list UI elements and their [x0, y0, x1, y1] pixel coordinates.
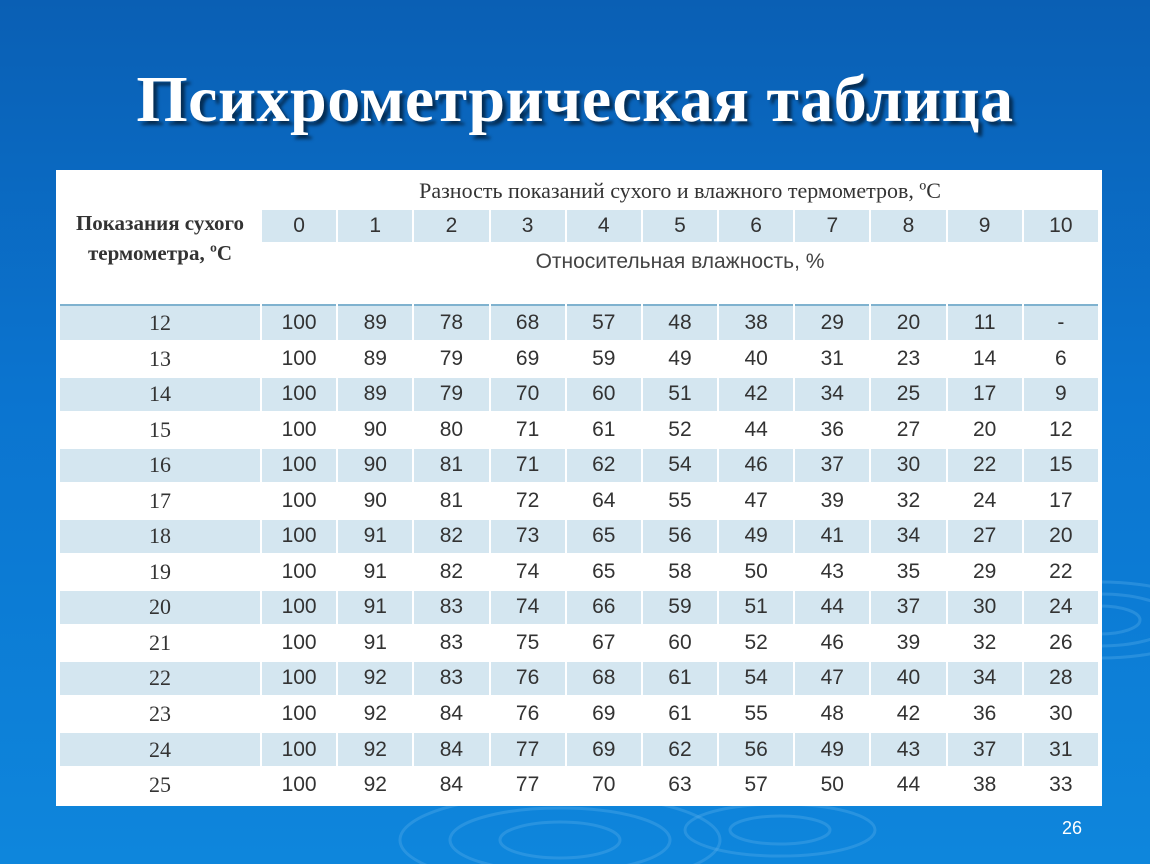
humidity-cell: 41 [795, 520, 869, 554]
humidity-cell: 20 [948, 413, 1022, 447]
humidity-cell: 15 [1024, 449, 1098, 483]
humidity-cell: 60 [643, 626, 717, 660]
humidity-cell: 65 [567, 555, 641, 589]
humidity-cell: 49 [795, 733, 869, 767]
dry-temp-cell: 24 [60, 733, 260, 767]
humidity-cell: 60 [567, 378, 641, 412]
humidity-cell: 92 [338, 768, 412, 802]
humidity-cell: 48 [795, 697, 869, 731]
humidity-cell: 76 [491, 697, 565, 731]
humidity-cell: 12 [1024, 413, 1098, 447]
humidity-cell: 39 [871, 626, 945, 660]
humidity-cell: 27 [871, 413, 945, 447]
humidity-cell: 38 [948, 768, 1022, 802]
table-row [60, 304, 1098, 340]
humidity-cell: 80 [414, 413, 488, 447]
humidity-cell: 71 [491, 413, 565, 447]
humidity-cell: 89 [338, 342, 412, 376]
difference-cell: 5 [643, 210, 717, 242]
dry-temp-cell: 23 [60, 697, 260, 731]
humidity-cell: 25 [871, 378, 945, 412]
table-row [60, 520, 1098, 554]
humidity-cell: 82 [414, 555, 488, 589]
humidity-cell: 77 [491, 768, 565, 802]
dry-temp-cell: 20 [60, 591, 260, 625]
humidity-cell: 32 [948, 626, 1022, 660]
difference-header: Разность показаний сухого и влажного термометров, ºС [262, 174, 1098, 208]
table-row [60, 413, 1098, 447]
table-row [60, 662, 1098, 696]
relative-humidity-header: Относительная влажность, % [262, 244, 1098, 302]
humidity-cell: 77 [491, 733, 565, 767]
humidity-cell: 84 [414, 733, 488, 767]
humidity-cell: 34 [795, 378, 869, 412]
humidity-cell: 24 [1024, 591, 1098, 625]
difference-cell: 4 [567, 210, 641, 242]
humidity-cell: 100 [262, 413, 336, 447]
humidity-cell: 17 [948, 378, 1022, 412]
humidity-cell: 31 [1024, 733, 1098, 767]
humidity-cell: 67 [567, 626, 641, 660]
humidity-cell: 100 [262, 342, 336, 376]
dry-temp-cell: 16 [60, 449, 260, 483]
humidity-cell: 59 [567, 342, 641, 376]
dry-temp-cell: 18 [60, 520, 260, 554]
humidity-cell: 81 [414, 449, 488, 483]
humidity-cell: 26 [1024, 626, 1098, 660]
humidity-cell: 83 [414, 626, 488, 660]
humidity-cell: 43 [795, 555, 869, 589]
humidity-cell: 11 [948, 304, 1022, 340]
humidity-cell: 37 [948, 733, 1022, 767]
humidity-cell: 100 [262, 520, 336, 554]
humidity-cell: 44 [871, 768, 945, 802]
humidity-cell: 76 [491, 662, 565, 696]
humidity-cell: 23 [871, 342, 945, 376]
humidity-cell: 90 [338, 413, 412, 447]
humidity-cell: 74 [491, 591, 565, 625]
humidity-cell: 92 [338, 697, 412, 731]
dry-temp-cell: 12 [60, 304, 260, 340]
humidity-cell: 100 [262, 378, 336, 412]
humidity-cell: 63 [643, 768, 717, 802]
humidity-cell: 100 [262, 555, 336, 589]
humidity-cell: 84 [414, 768, 488, 802]
humidity-cell: 36 [948, 697, 1022, 731]
humidity-cell: 6 [1024, 342, 1098, 376]
humidity-cell: 20 [871, 304, 945, 340]
humidity-cell: 79 [414, 342, 488, 376]
humidity-cell: 56 [643, 520, 717, 554]
humidity-cell: 51 [643, 378, 717, 412]
humidity-cell: 79 [414, 378, 488, 412]
humidity-cell: 46 [795, 626, 869, 660]
humidity-cell: 69 [567, 697, 641, 731]
difference-cell: 8 [871, 210, 945, 242]
humidity-cell: 91 [338, 626, 412, 660]
humidity-cell: 44 [795, 591, 869, 625]
table-row [60, 626, 1098, 660]
humidity-cell: 69 [491, 342, 565, 376]
humidity-cell: 24 [948, 484, 1022, 518]
humidity-cell: 40 [871, 662, 945, 696]
dry-temp-cell: 14 [60, 378, 260, 412]
humidity-cell: 73 [491, 520, 565, 554]
humidity-cell: 70 [491, 378, 565, 412]
humidity-cell: 70 [567, 768, 641, 802]
humidity-cell: 92 [338, 662, 412, 696]
table-row [60, 768, 1098, 802]
humidity-cell: 30 [871, 449, 945, 483]
humidity-cell: 100 [262, 733, 336, 767]
humidity-cell: 100 [262, 449, 336, 483]
humidity-cell: 91 [338, 555, 412, 589]
humidity-cell: 72 [491, 484, 565, 518]
humidity-cell: 82 [414, 520, 488, 554]
humidity-cell: 49 [643, 342, 717, 376]
humidity-cell: 68 [567, 662, 641, 696]
humidity-cell: 34 [871, 520, 945, 554]
humidity-cell: 62 [643, 733, 717, 767]
slide-number: 26 [1061, 818, 1082, 838]
humidity-cell: 56 [719, 733, 793, 767]
humidity-cell: 50 [795, 768, 869, 802]
dry-thermometer-header: Показания сухого термометра, ºС [60, 174, 260, 302]
humidity-cell: 20 [1024, 520, 1098, 554]
humidity-cell: 42 [719, 378, 793, 412]
humidity-cell: 29 [795, 304, 869, 340]
humidity-cell: 28 [1024, 662, 1098, 696]
difference-cell: 2 [414, 210, 488, 242]
humidity-cell: 30 [1024, 697, 1098, 731]
humidity-cell: 100 [262, 591, 336, 625]
difference-cell: 3 [491, 210, 565, 242]
humidity-cell: 44 [719, 413, 793, 447]
humidity-cell: 42 [871, 697, 945, 731]
humidity-cell: 35 [871, 555, 945, 589]
humidity-cell: 57 [567, 304, 641, 340]
humidity-cell: 83 [414, 662, 488, 696]
dry-temp-cell: 25 [60, 768, 260, 802]
humidity-cell: 71 [491, 449, 565, 483]
humidity-cell: 100 [262, 662, 336, 696]
humidity-cell: 43 [871, 733, 945, 767]
table-row [60, 591, 1098, 625]
humidity-cell: 37 [795, 449, 869, 483]
humidity-cell: 90 [338, 484, 412, 518]
humidity-cell: 51 [719, 591, 793, 625]
humidity-cell: 89 [338, 304, 412, 340]
humidity-cell: 83 [414, 591, 488, 625]
humidity-cell: 65 [567, 520, 641, 554]
humidity-cell: 55 [643, 484, 717, 518]
table-row [60, 484, 1098, 518]
humidity-cell: 84 [414, 697, 488, 731]
table-row [60, 342, 1098, 376]
difference-cell: 1 [338, 210, 412, 242]
table-row [60, 697, 1098, 731]
humidity-cell: 59 [643, 591, 717, 625]
humidity-cell: 33 [1024, 768, 1098, 802]
humidity-cell: 58 [643, 555, 717, 589]
humidity-cell: 17 [1024, 484, 1098, 518]
humidity-cell: 57 [719, 768, 793, 802]
humidity-cell: 74 [491, 555, 565, 589]
humidity-cell: 78 [414, 304, 488, 340]
dry-temp-cell: 13 [60, 342, 260, 376]
humidity-cell: 100 [262, 768, 336, 802]
humidity-cell: 14 [948, 342, 1022, 376]
humidity-cell: 48 [643, 304, 717, 340]
humidity-cell: 64 [567, 484, 641, 518]
humidity-cell: 40 [719, 342, 793, 376]
humidity-cell: 49 [719, 520, 793, 554]
humidity-cell: 52 [719, 626, 793, 660]
psychrometric-table [58, 172, 1100, 804]
humidity-cell: 90 [338, 449, 412, 483]
humidity-cell: 68 [491, 304, 565, 340]
humidity-cell: 30 [948, 591, 1022, 625]
dry-temp-cell: 19 [60, 555, 260, 589]
humidity-cell: 100 [262, 484, 336, 518]
table-row [60, 378, 1098, 412]
humidity-cell: 47 [719, 484, 793, 518]
dry-temp-cell: 22 [60, 662, 260, 696]
humidity-cell: 36 [795, 413, 869, 447]
humidity-cell: 47 [795, 662, 869, 696]
slide-title: Психрометрическая таблица [136, 63, 1014, 136]
humidity-cell: 32 [871, 484, 945, 518]
humidity-cell: 39 [795, 484, 869, 518]
difference-cell: 10 [1024, 210, 1098, 242]
humidity-cell: 38 [719, 304, 793, 340]
dry-temp-cell: 21 [60, 626, 260, 660]
humidity-cell: 31 [795, 342, 869, 376]
difference-cell: 0 [262, 210, 336, 242]
humidity-cell: 54 [643, 449, 717, 483]
humidity-cell: 55 [719, 697, 793, 731]
difference-cell: 6 [719, 210, 793, 242]
humidity-cell: 61 [643, 662, 717, 696]
humidity-cell: 100 [262, 304, 336, 340]
humidity-cell: 91 [338, 591, 412, 625]
humidity-cell: 52 [643, 413, 717, 447]
humidity-cell: 46 [719, 449, 793, 483]
humidity-cell: 100 [262, 626, 336, 660]
difference-cell: 7 [795, 210, 869, 242]
humidity-cell: 34 [948, 662, 1022, 696]
humidity-cell: 92 [338, 733, 412, 767]
humidity-cell: 50 [719, 555, 793, 589]
humidity-cell: 91 [338, 520, 412, 554]
humidity-cell: 62 [567, 449, 641, 483]
humidity-cell: 54 [719, 662, 793, 696]
dry-temp-cell: 17 [60, 484, 260, 518]
humidity-cell: 89 [338, 378, 412, 412]
humidity-cell: 75 [491, 626, 565, 660]
humidity-cell: 61 [567, 413, 641, 447]
humidity-cell: 66 [567, 591, 641, 625]
psychrometric-table-container [56, 170, 1102, 806]
humidity-cell: 100 [262, 697, 336, 731]
difference-cell: 9 [948, 210, 1022, 242]
table-row [60, 733, 1098, 767]
humidity-cell: 81 [414, 484, 488, 518]
humidity-cell: - [1024, 304, 1098, 340]
humidity-cell: 27 [948, 520, 1022, 554]
table-body [60, 304, 1098, 802]
humidity-cell: 29 [948, 555, 1022, 589]
table-row [60, 555, 1098, 589]
humidity-cell: 69 [567, 733, 641, 767]
humidity-cell: 22 [1024, 555, 1098, 589]
humidity-cell: 37 [871, 591, 945, 625]
dry-temp-cell: 15 [60, 413, 260, 447]
humidity-cell: 9 [1024, 378, 1098, 412]
humidity-cell: 22 [948, 449, 1022, 483]
table-row [60, 449, 1098, 483]
humidity-cell: 61 [643, 697, 717, 731]
